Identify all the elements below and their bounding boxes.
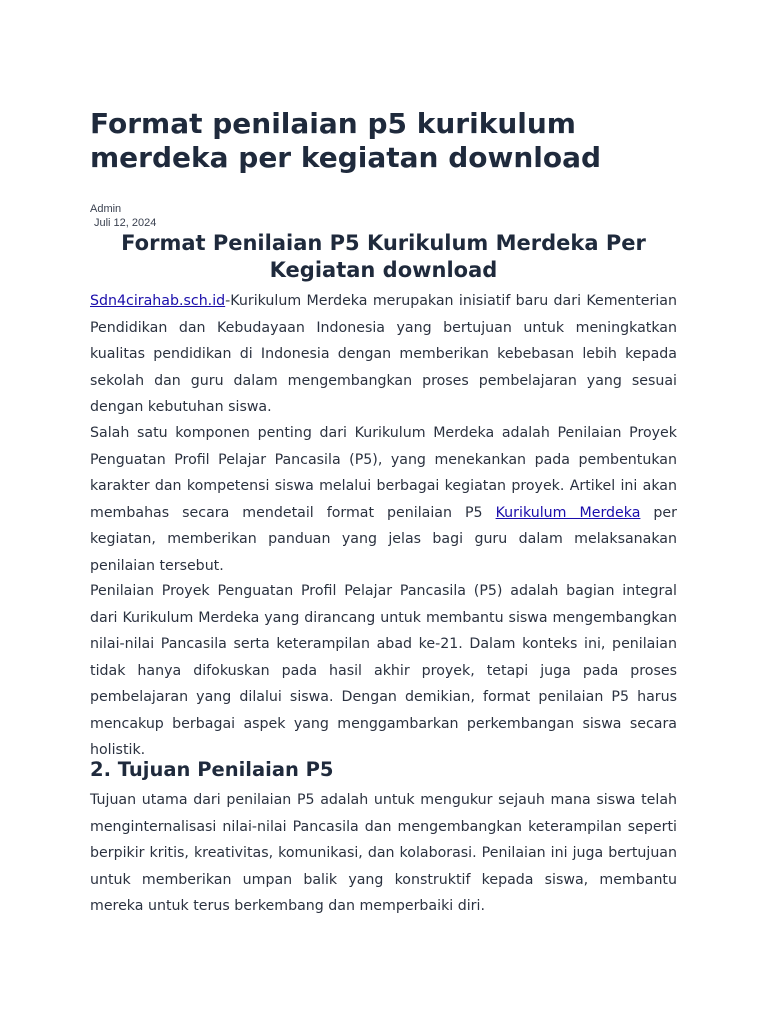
p5-component-text-before: Salah satu komponen penting dari Kurikulum Merdeka adalah Penilaian Proyek Penguatan Profil Pelajar Pancasila (P5), yang menekankan pada pembentukan karakter dan kompetensi siswa melalui berbagai kegiatan proyek. Artikel ini akan membahas secara mendetail format penilaian P5 <box>90 425 677 521</box>
tujuan-paragraph: Tujuan utama dari penilaian P5 adalah untuk mengukur sejauh mana siswa telah menginternalisasi nilai-nilai Pancasila dan mengembangkan keterampilan seperti berpikir kritis, kreativitas, komunikasi, dan kolaborasi. Penilaian ini juga bertujuan untuk memberikan umpan balik yang konstruktif kepada siswa, membantu mereka untuk terus berkembang dan memperbaiki diri. <box>90 792 677 914</box>
p5-component-text-after: per kegiatan, memberikan panduan yang jelas bagi guru dalam melaksanakan penilaian tersebut. <box>90 504 677 574</box>
site-link[interactable]: Sdn4cirahab.sch.id <box>90 293 226 309</box>
kurikulum-merdeka-link[interactable]: Kurikulum Merdeka <box>495 504 641 521</box>
section-heading-tujuan: 2. Tujuan Penilaian P5 <box>90 758 334 781</box>
article-heading: Format Penilaian P5 Kurikulum Merdeka Per Kegiatan download <box>121 231 646 282</box>
post-author[interactable]: Admin <box>90 203 122 215</box>
post-title: Format penilaian p5 kurikulum merdeka per kegiatan download <box>90 107 602 174</box>
p5-component-paragraph <box>90 420 677 579</box>
intro-paragraph <box>90 288 677 421</box>
post-date: Juli 12, 2024 <box>94 217 157 229</box>
p5-definition-paragraph: Penilaian Proyek Penguatan Profil Pelajar Pancasila (P5) adalah bagian integral dari Kurikulum Merdeka yang dirancang untuk membantu siswa mengembangkan nilai-nilai Pancasila serta keterampilan abad ke-21. Dalam konteks ini, penilaian tidak hanya difokuskan pada hasil akhir proyek, tetapi juga pada proses pembelajaran yang dilalui siswa. Dengan demikian, format penilaian P5 harus mencakup berbagai aspek yang menggambarkan perkembangan siswa secara holistik. <box>90 583 677 758</box>
intro-paragraph-text: -Kurikulum Merdeka merupakan inisiatif baru dari Kementerian Pendidikan dan Kebudayaan Indonesia yang bertujuan untuk meningkatkan kualitas pendidikan di Indonesia dengan memberikan kebebasan lebih kepada sekolah dan guru dalam mengembangkan proses pembelajaran yang sesuai dengan kebutuhan siswa. <box>90 293 677 415</box>
